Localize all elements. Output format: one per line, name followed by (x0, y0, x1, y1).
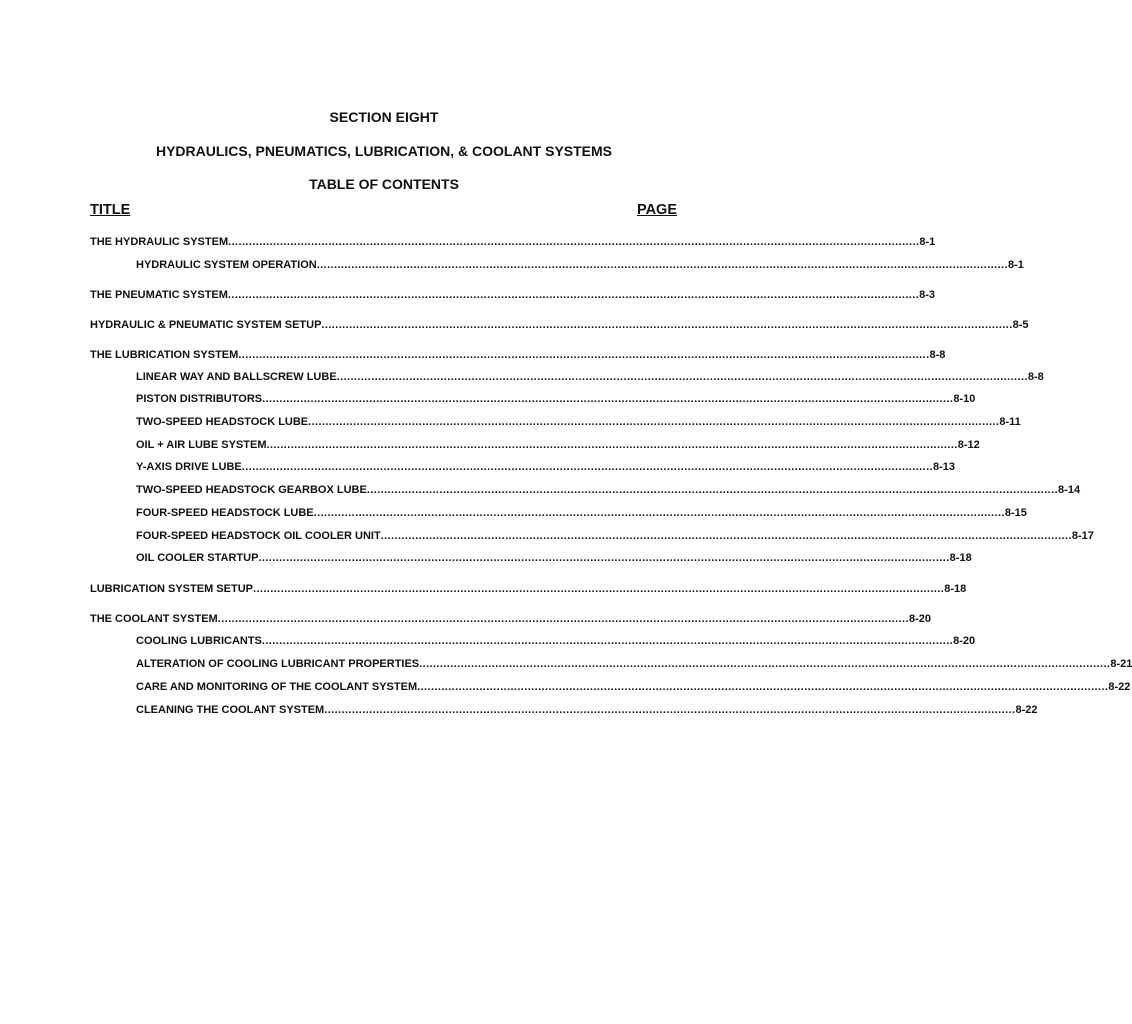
toc-leader-dots: ........................................................................................................................................................................................................ (261, 635, 954, 647)
toc-entry-title: CLEANING THE COOLANT SYSTEM (136, 704, 325, 716)
toc-leader-dots: ........................................................................................................................................................................................................ (419, 658, 1111, 670)
toc-entry-title: COOLING LUBRICANTS (136, 635, 262, 647)
toc-leader-dots: ........................................................................................................................................................................................................ (313, 507, 1005, 519)
toc-entry (136, 679, 1131, 695)
toc-entry-page: 8-8 (1027, 371, 1044, 383)
toc-entry-title: Y-AXIS DRIVE LUBE (136, 461, 242, 473)
toc-entry-page: 8-3 (919, 289, 936, 301)
toc-entry (90, 611, 931, 627)
toc-leader-dots: ........................................................................................................................................................................................................ (228, 236, 920, 248)
toc-leader-dots: ........................................................................................................................................................................................................ (241, 461, 933, 473)
toc-entry-page: 8-22 (1108, 681, 1131, 693)
toc-leader-dots: ........................................................................................................................................................................................................ (258, 552, 950, 564)
toc-entry (136, 633, 976, 649)
toc-entry-title: TWO-SPEED HEADSTOCK GEARBOX LUBE (136, 484, 367, 496)
toc-entry-page: 8-10 (953, 393, 976, 405)
toc-entry-title: THE PNEUMATIC SYSTEM (90, 289, 228, 301)
toc-entry-title: FOUR-SPEED HEADSTOCK LUBE (136, 507, 314, 519)
toc-entry-page: 8-5 (1012, 319, 1029, 331)
toc-entry-page: 8-20 (953, 635, 976, 647)
toc-entry-page: 8-1 (1007, 259, 1024, 271)
toc-entry-page: 8-13 (932, 461, 956, 473)
toc-entry-page: 8-8 (929, 349, 946, 361)
toc-entry-page: 8-17 (1071, 530, 1094, 542)
toc-leader-dots: ........................................................................................................................................................................................................ (262, 393, 954, 405)
toc-leader-dots: ........................................................................................................................................................................................................ (380, 530, 1072, 542)
toc-entry-page: 8-21 (1110, 658, 1132, 670)
toc-entry-title: CARE AND MONITORING OF THE COOLANT SYSTEM (136, 681, 418, 693)
toc-entry-page: 8-18 (944, 583, 967, 595)
toc-entry-page: 8-20 (908, 613, 931, 625)
toc-entry (90, 234, 936, 250)
toc-entry-title: PISTON DISTRIBUTORS (136, 393, 263, 405)
toc-leader-dots: ........................................................................................................................................................................................................ (336, 371, 1028, 383)
toc-entry-title: THE HYDRAULIC SYSTEM (90, 236, 229, 248)
title-column-header: TITLE (90, 202, 131, 218)
toc-entry-page: 8-14 (1058, 484, 1081, 496)
toc-entry (136, 414, 1021, 430)
toc-entry-page: 8-11 (999, 416, 1021, 428)
toc-entry-title: HYDRAULIC SYSTEM OPERATION (136, 259, 317, 271)
toc-entry-title: FOUR-SPEED HEADSTOCK OIL COOLER UNIT (136, 530, 381, 542)
toc-leader-dots: ........................................................................................................................................................................................................ (321, 319, 1013, 331)
toc-entry (136, 702, 1038, 718)
toc-leader-dots: ........................................................................................................................................................................................................ (308, 416, 1000, 428)
toc-entry (90, 581, 967, 597)
page-column-header: PAGE (636, 202, 677, 218)
toc-entry (136, 505, 1027, 521)
toc-entry-title: LINEAR WAY AND BALLSCREW LUBE (136, 371, 337, 383)
toc-entry-title: ALTERATION OF COOLING LUBRICANT PROPERTIES (136, 658, 420, 670)
toc-entry-title: THE COOLANT SYSTEM (90, 613, 218, 625)
toc-entry-title: TWO-SPEED HEADSTOCK LUBE (136, 416, 309, 428)
toc-leader-dots: ........................................................................................................................................................................................................ (316, 259, 1008, 271)
toc-entry (136, 550, 972, 566)
toc-entry-page: 8-18 (949, 552, 972, 564)
toc-entry-title: THE LUBRICATION SYSTEM (90, 349, 239, 361)
toc-entry (90, 347, 946, 363)
toc-entry (136, 257, 1024, 273)
toc-leader-dots: ........................................................................................................................................................................................................ (252, 583, 945, 595)
toc-entry-page: 8-1 (919, 236, 936, 248)
toc-entry-page: 8-22 (1015, 704, 1038, 716)
toc-entry (136, 391, 976, 407)
toc-leader-dots: ........................................................................................................................................................................................................ (324, 704, 1016, 716)
toc-leader-dots: ........................................................................................................................................................................................................ (366, 484, 1059, 496)
toc-entry (90, 317, 1029, 333)
toc-leader-dots: ........................................................................................................................................................................................................ (417, 681, 1109, 693)
toc-entry-title: HYDRAULIC & PNEUMATIC SYSTEM SETUP (90, 319, 322, 331)
toc-leader-dots: ........................................................................................................................................................................................................ (238, 349, 930, 361)
toc-entry (136, 437, 980, 453)
toc-leader-dots: ........................................................................................................................................................................................................ (266, 439, 958, 451)
toc-entry-title: OIL COOLER STARTUP (136, 552, 259, 564)
section-subtitle: HYDRAULICS, PNEUMATICS, LUBRICATION, & COOLANT SYSTEMS (155, 143, 613, 159)
toc-entry-page: 8-12 (957, 439, 980, 451)
toc-entry-title: OIL + AIR LUBE SYSTEM (136, 439, 267, 451)
toc-entry (136, 656, 1132, 672)
toc-entry (136, 459, 956, 475)
toc-leader-dots: ........................................................................................................................................................................................................ (227, 289, 920, 301)
toc-entry (136, 528, 1094, 544)
toc-entry (90, 287, 936, 303)
toc-entry (136, 369, 1044, 385)
section-heading: SECTION EIGHT (329, 109, 439, 125)
toc-entry (136, 482, 1081, 498)
toc-heading: TABLE OF CONTENTS (309, 176, 459, 192)
toc-entry-title: LUBRICATION SYSTEM SETUP (90, 583, 253, 595)
toc-entry-page: 8-15 (1004, 507, 1027, 519)
toc-leader-dots: ........................................................................................................................................................................................................ (217, 613, 909, 625)
